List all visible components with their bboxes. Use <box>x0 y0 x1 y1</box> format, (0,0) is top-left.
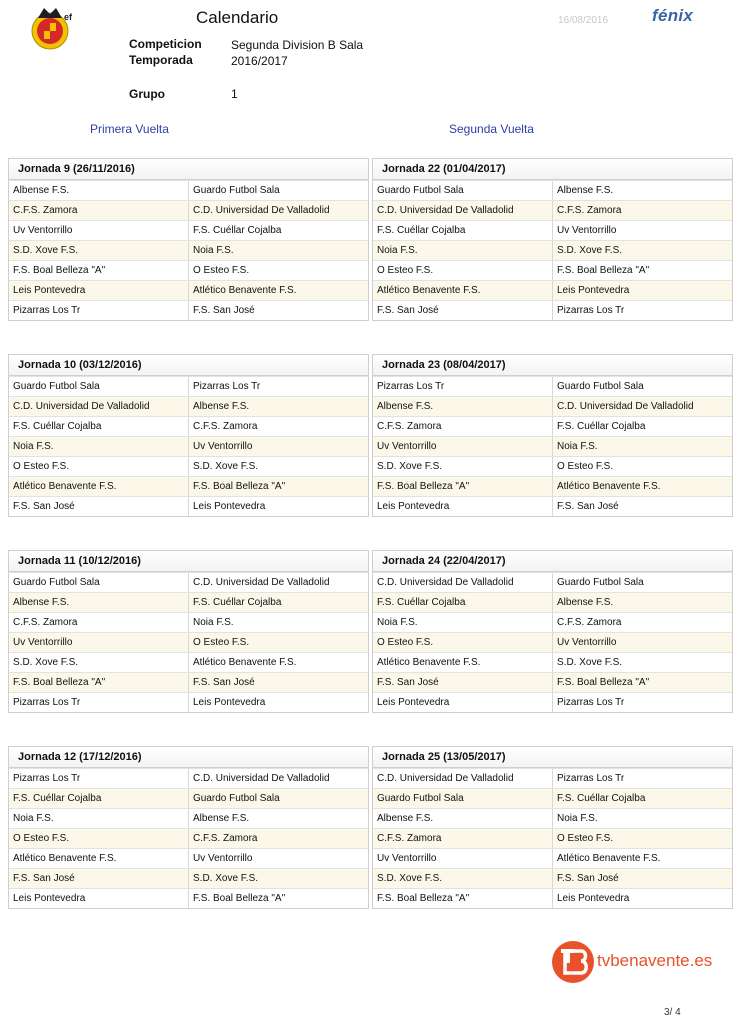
jornada-block <box>8 550 369 713</box>
away-team: Leis Pontevedra <box>552 889 731 908</box>
home-team: Pizarras Los Tr <box>13 697 81 708</box>
match-row <box>373 672 732 692</box>
home-team: Uv Ventorrillo <box>377 441 437 452</box>
home-team: F.S. San José <box>377 677 439 688</box>
home-team: Pizarras Los Tr <box>13 305 81 316</box>
away-team: F.S. San José <box>188 673 367 692</box>
jornada-title: Jornada 23 (08/04/2017) <box>373 355 732 376</box>
match-row <box>373 180 732 200</box>
match-row <box>373 592 732 612</box>
home-team: C.F.S. Zamora <box>13 205 78 216</box>
away-team: C.D. Universidad De Valladolid <box>552 397 731 416</box>
away-team: Pizarras Los Tr <box>552 301 731 320</box>
home-team: C.F.S. Zamora <box>377 421 442 432</box>
home-team: C.F.S. Zamora <box>13 617 78 628</box>
away-team: F.S. Cuéllar Cojalba <box>552 417 731 436</box>
away-team: Atlético Benavente F.S. <box>188 653 367 672</box>
match-row <box>373 396 732 416</box>
home-team: Guardo Futbol Sala <box>13 577 100 588</box>
match-row <box>373 632 732 652</box>
away-team: Pizarras Los Tr <box>188 377 367 396</box>
match-row <box>373 612 732 632</box>
away-team: Albense F.S. <box>188 809 367 828</box>
home-team: Guardo Futbol Sala <box>13 381 100 392</box>
away-team: Pizarras Los Tr <box>552 693 731 712</box>
brand-logo-text: fénix <box>652 6 694 25</box>
match-row <box>9 200 368 220</box>
away-team: Albense F.S. <box>552 593 731 612</box>
away-team: S.D. Xove F.S. <box>552 653 731 672</box>
home-team: S.D. Xove F.S. <box>13 657 79 668</box>
home-team: O Esteo F.S. <box>377 637 434 648</box>
home-team: Leis Pontevedra <box>377 697 450 708</box>
home-team: Atlético Benavente F.S. <box>13 853 117 864</box>
home-team: C.F.S. Zamora <box>377 833 442 844</box>
print-date: 16/08/2016 <box>558 15 609 26</box>
away-team: C.F.S. Zamora <box>188 829 367 848</box>
away-team: O Esteo F.S. <box>188 261 367 280</box>
home-team: Leis Pontevedra <box>13 893 86 904</box>
match-row <box>373 476 732 496</box>
away-team: F.S. San José <box>552 869 731 888</box>
jornada-title: Jornada 25 (13/05/2017) <box>373 747 732 768</box>
home-team: S.D. Xove F.S. <box>377 461 443 472</box>
home-team: Guardo Futbol Sala <box>377 185 464 196</box>
home-team: F.S. San José <box>13 873 75 884</box>
away-team: Guardo Futbol Sala <box>552 377 731 396</box>
jornada-block <box>8 158 369 321</box>
page-number: 3/ 4 <box>664 1007 681 1018</box>
jornada-block <box>372 354 733 517</box>
away-team: Atlético Benavente F.S. <box>552 849 731 868</box>
away-team: S.D. Xove F.S. <box>552 241 731 260</box>
segunda-vuelta-heading: Segunda Vuelta <box>449 122 534 136</box>
away-team: Guardo Futbol Sala <box>188 181 367 200</box>
match-row <box>9 240 368 260</box>
home-team: Noia F.S. <box>377 617 418 628</box>
home-team: Atlético Benavente F.S. <box>13 481 117 492</box>
match-row <box>373 888 732 908</box>
away-team: F.S. Boal Belleza "A" <box>188 477 367 496</box>
home-team: Pizarras Los Tr <box>377 381 445 392</box>
home-team: C.D. Universidad De Valladolid <box>13 401 150 412</box>
home-team: F.S. San José <box>377 305 439 316</box>
home-team: C.D. Universidad De Valladolid <box>377 205 514 216</box>
away-team: F.S. Cuéllar Cojalba <box>188 221 367 240</box>
away-team: O Esteo F.S. <box>552 457 731 476</box>
match-row <box>373 496 732 516</box>
home-team: Albense F.S. <box>13 597 70 608</box>
match-row <box>9 848 368 868</box>
match-row <box>9 300 368 320</box>
match-row <box>9 280 368 300</box>
page-title: Calendario <box>196 8 279 27</box>
match-row <box>9 456 368 476</box>
match-row <box>9 868 368 888</box>
jornada-block <box>372 550 733 713</box>
away-team: Leis Pontevedra <box>188 497 367 516</box>
home-team: F.S. Boal Belleza "A" <box>377 893 470 904</box>
match-row <box>9 612 368 632</box>
home-team: Noia F.S. <box>13 441 54 452</box>
jornada-title: Jornada 24 (22/04/2017) <box>373 551 732 572</box>
match-row <box>373 376 732 396</box>
away-team: Atlético Benavente F.S. <box>552 477 731 496</box>
away-team: C.D. Universidad De Valladolid <box>188 769 367 788</box>
jornada-title: Jornada 22 (01/04/2017) <box>373 159 732 180</box>
home-team: Pizarras Los Tr <box>13 773 81 784</box>
home-team: Leis Pontevedra <box>13 285 86 296</box>
away-team: S.D. Xove F.S. <box>188 869 367 888</box>
match-row <box>373 848 732 868</box>
home-team: Uv Ventorrillo <box>377 853 437 864</box>
primera-vuelta-heading: Primera Vuelta <box>90 122 169 136</box>
match-row <box>9 572 368 592</box>
away-team: F.S. Boal Belleza "A" <box>552 261 731 280</box>
match-row <box>373 280 732 300</box>
grupo-value: 1 <box>231 87 238 101</box>
away-team: Albense F.S. <box>552 181 731 200</box>
home-team: O Esteo F.S. <box>13 833 70 844</box>
temporada-value: 2016/2017 <box>231 54 288 68</box>
home-team: S.D. Xove F.S. <box>377 873 443 884</box>
svg-text:ef: ef <box>64 12 73 22</box>
home-team: F.S. Cuéllar Cojalba <box>13 793 102 804</box>
home-team: O Esteo F.S. <box>377 265 434 276</box>
home-team: O Esteo F.S. <box>13 461 70 472</box>
home-team: Noia F.S. <box>13 813 54 824</box>
away-team: F.S. Cuéllar Cojalba <box>188 593 367 612</box>
home-team: Uv Ventorrillo <box>13 637 73 648</box>
home-team: Atlético Benavente F.S. <box>377 657 481 668</box>
watermark-text: tvbenavente.es <box>597 951 713 970</box>
home-team: F.S. Boal Belleza "A" <box>13 677 106 688</box>
match-row <box>373 456 732 476</box>
match-row <box>9 828 368 848</box>
away-team: Uv Ventorrillo <box>552 633 731 652</box>
match-row <box>9 888 368 908</box>
away-team: C.F.S. Zamora <box>188 417 367 436</box>
home-team: Uv Ventorrillo <box>13 225 73 236</box>
match-row <box>9 808 368 828</box>
home-team: F.S. Cuéllar Cojalba <box>13 421 102 432</box>
away-team: Guardo Futbol Sala <box>188 789 367 808</box>
match-row <box>373 868 732 888</box>
away-team: F.S. Cuéllar Cojalba <box>552 789 731 808</box>
match-row <box>373 572 732 592</box>
match-row <box>373 808 732 828</box>
match-row <box>9 416 368 436</box>
home-team: S.D. Xove F.S. <box>13 245 79 256</box>
match-row <box>9 476 368 496</box>
jornada-title: Jornada 9 (26/11/2016) <box>9 159 368 180</box>
match-row <box>373 788 732 808</box>
home-team: Atlético Benavente F.S. <box>377 285 481 296</box>
match-row <box>373 416 732 436</box>
away-team: Noia F.S. <box>552 809 731 828</box>
match-row <box>373 200 732 220</box>
match-row <box>373 436 732 456</box>
match-row <box>9 652 368 672</box>
match-row <box>373 692 732 712</box>
grupo-label: Grupo <box>129 87 165 101</box>
away-team: F.S. San José <box>552 497 731 516</box>
home-team: C.D. Universidad De Valladolid <box>377 773 514 784</box>
jornada-block <box>8 354 369 517</box>
home-team: F.S. Boal Belleza "A" <box>13 265 106 276</box>
competicion-value: Segunda Division B Sala <box>231 38 364 52</box>
temporada-label: Temporada <box>129 53 193 67</box>
match-row <box>9 496 368 516</box>
away-team: Albense F.S. <box>188 397 367 416</box>
away-team: Atlético Benavente F.S. <box>188 281 367 300</box>
home-team: F.S. San José <box>13 501 75 512</box>
away-team: Pizarras Los Tr <box>552 769 731 788</box>
match-row <box>373 300 732 320</box>
jornada-title: Jornada 10 (03/12/2016) <box>9 355 368 376</box>
match-row <box>373 260 732 280</box>
home-team: F.S. Cuéllar Cojalba <box>377 225 466 236</box>
away-team: Uv Ventorrillo <box>188 437 367 456</box>
away-team: Uv Ventorrillo <box>552 221 731 240</box>
match-row <box>9 592 368 612</box>
tvb-logo-icon <box>551 940 595 984</box>
match-row <box>9 376 368 396</box>
match-row <box>9 436 368 456</box>
competicion-label: Competicion <box>129 37 202 51</box>
away-team: Uv Ventorrillo <box>188 849 367 868</box>
jornada-block <box>372 746 733 909</box>
away-team: Noia F.S. <box>188 241 367 260</box>
match-row <box>373 768 732 788</box>
away-team: F.S. Boal Belleza "A" <box>188 889 367 908</box>
match-row <box>9 396 368 416</box>
home-team: Leis Pontevedra <box>377 501 450 512</box>
match-row <box>373 220 732 240</box>
home-team: Guardo Futbol Sala <box>377 793 464 804</box>
away-team: F.S. Boal Belleza "A" <box>552 673 731 692</box>
home-team: F.S. Boal Belleza "A" <box>377 481 470 492</box>
jornada-block <box>8 746 369 909</box>
away-team: F.S. San José <box>188 301 367 320</box>
home-team: Albense F.S. <box>377 401 434 412</box>
rfef-crest-icon <box>30 4 76 54</box>
match-row <box>9 220 368 240</box>
away-team: O Esteo F.S. <box>188 633 367 652</box>
home-team: Albense F.S. <box>377 813 434 824</box>
home-team: F.S. Cuéllar Cojalba <box>377 597 466 608</box>
match-row <box>373 828 732 848</box>
match-row <box>9 768 368 788</box>
away-team: Noia F.S. <box>188 613 367 632</box>
away-team: C.F.S. Zamora <box>552 201 731 220</box>
match-row <box>9 672 368 692</box>
away-team: O Esteo F.S. <box>552 829 731 848</box>
match-row <box>9 632 368 652</box>
away-team: C.D. Universidad De Valladolid <box>188 573 367 592</box>
jornada-title: Jornada 12 (17/12/2016) <box>9 747 368 768</box>
match-row <box>9 788 368 808</box>
away-team: Noia F.S. <box>552 437 731 456</box>
away-team: C.F.S. Zamora <box>552 613 731 632</box>
away-team: C.D. Universidad De Valladolid <box>188 201 367 220</box>
home-team: Albense F.S. <box>13 185 70 196</box>
match-row <box>9 260 368 280</box>
home-team: Noia F.S. <box>377 245 418 256</box>
away-team: Leis Pontevedra <box>552 281 731 300</box>
match-row <box>373 240 732 260</box>
match-row <box>9 180 368 200</box>
home-team: C.D. Universidad De Valladolid <box>377 577 514 588</box>
away-team: S.D. Xove F.S. <box>188 457 367 476</box>
match-row <box>9 692 368 712</box>
match-row <box>373 652 732 672</box>
jornada-title: Jornada 11 (10/12/2016) <box>9 551 368 572</box>
jornada-block <box>372 158 733 321</box>
away-team: Leis Pontevedra <box>188 693 367 712</box>
away-team: Guardo Futbol Sala <box>552 573 731 592</box>
